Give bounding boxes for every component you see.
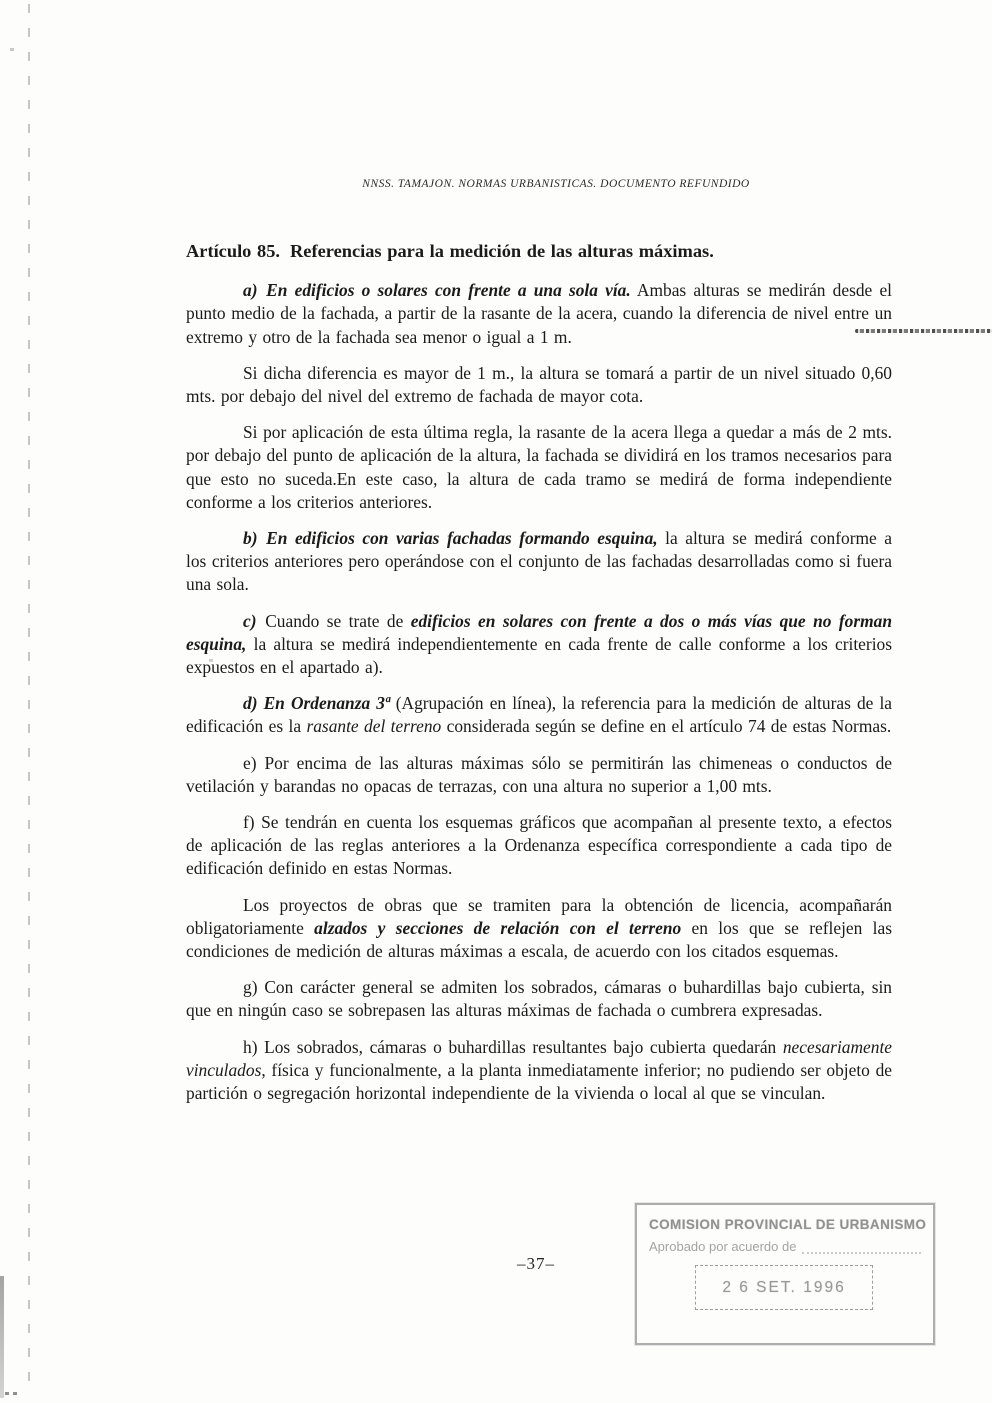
scan-margin-ticks [28, 4, 30, 1396]
paragraph-text: en los que se reflejen las condiciones de medición de alturas máximas a escala, de acuerdo con los citados esquemas. [186, 917, 892, 962]
paragraph-c-text: Cuando se trate de [256, 610, 411, 631]
article-title [186, 240, 892, 263]
approval-stamp [635, 1203, 935, 1345]
paragraph-d [186, 692, 892, 738]
stamp-date: 2 6 SET. 1996 [722, 1278, 846, 1296]
document-header: NNSS. TAMAJON. NORMAS URBANISTICAS. DOCUMENTO REFUNDIDO [362, 178, 750, 190]
paragraph-c-text: la altura se medirá independientemente en cada frente de calle conforme a los criterios expuestos en el apartado a). [186, 633, 892, 678]
paragraph-f [186, 811, 892, 881]
stamp-approval-text: Aprobado por acuerdo de [649, 1239, 797, 1254]
article-body [186, 240, 892, 1118]
paragraph-text: , física y funcionalmente, a la planta inmediatamente inferior; no pudiendo ser objeto de partición o segregación horizontal independiente de la vivienda o local al que se vinculan. [186, 1059, 892, 1104]
paragraph-text: Los proyectos de obras que se tramiten para la obtención de licencia, acompañarán obligatoriamente [186, 894, 892, 938]
paragraph-text: e) Por encima de las alturas máximas sólo se permitirán las chimeneas o conductos de vetilación y barandas no opacas de terrazas, con una altura no superior a 1,00 mts. [186, 752, 892, 796]
paragraph-a-cont-2 [186, 421, 892, 514]
paragraph-text: Si por aplicación de esta última regla, la rasante de la acera llega a quedar a más de 2 mts. por debajo del punto de aplicación de la altura, la fachada se dividirá en los tramos necesarios para que esto no suceda.En este caso, la altura de cada tramo se medirá de forma independiente conforme a los criterios anteriores. [186, 422, 892, 512]
stamp-title: COMISION PROVINCIAL DE URBANISMO [649, 1217, 927, 1232]
paragraph-b [186, 527, 892, 597]
paragraph-projects [186, 894, 892, 964]
paragraph-g [186, 976, 892, 1022]
stamp-dotted-line [802, 1239, 921, 1254]
paragraph-b-text: la altura se medirá conforme a los criterios anteriores pero operándose con el conjunto de las fachadas desarrolladas como si fuera una sola. [186, 528, 892, 595]
article-number: Artículo 85. [186, 241, 281, 261]
paragraph-d-text: (Agrupación en línea), la referencia para la medición de alturas de la edificación es la [186, 693, 893, 737]
paragraph-d-text: considerada según se define en el artículo 74 de estas Normas. [441, 716, 892, 737]
paragraph-c-emphasis: edificios en solares con frente a dos o más vías que no forman esquina, [186, 610, 892, 654]
stamp-date-box [695, 1265, 873, 1310]
paragraph-h-emphasis: necesariamente vinculados [186, 1036, 892, 1080]
scan-edge-dash [5, 1392, 21, 1395]
scan-edge-strip [0, 1276, 4, 1398]
stamp-approval-line [649, 1239, 921, 1254]
scan-speck [10, 48, 14, 51]
paragraph-text: Si dicha diferencia es mayor de 1 m., la altura se tomará a partir de un nivel situado 0,60 mts. por debajo del nivel del extremo de fachada de mayor cota. [186, 362, 892, 407]
paragraph-h [186, 1036, 892, 1106]
paragraph-a-text: Ambas alturas se medirán desde el punto medio de la fachada, a partir de la rasante de la acera, cuando la diferencia de nivel entre un extremo y otro de la fachada sea menor o igual a 1 m. [186, 280, 892, 347]
paragraph-b-lead: b) En edificios con varias fachadas formando esquina, [243, 528, 658, 549]
paragraph-d-lead: d) En Ordenanza 3ª [243, 693, 390, 714]
paragraph-projects-emphasis: alzados y secciones de relación con el terreno [314, 917, 682, 938]
paragraph-text: g) Con carácter general se admiten los sobrados, cámaras o buhardillas bajo cubierta, sin que en ningún caso se sobrepasen las alturas máximas de fachada o cumbrera expresadas. [186, 977, 892, 1021]
paragraph-a [186, 279, 892, 349]
page-number: –37– [517, 1254, 555, 1273]
paragraph-a-lead: a) En edificios o solares con frente a una sola vía. [243, 280, 631, 301]
article-title-text: Referencias para la medición de las alturas máximas. [290, 241, 714, 261]
paragraph-text: f) Se tendrán en cuenta los esquemas gráficos que acompañan al presente texto, a efectos de aplicación de las reglas anteriores a la Ordenanza específica correspondiente a cada tipo de edificación definido en estas Normas. [186, 812, 892, 879]
paragraph-c-lead: c) [243, 610, 257, 631]
paragraph-c [186, 610, 892, 680]
paragraph-d-emphasis: rasante del terreno [306, 716, 442, 737]
paragraph-text: h) Los sobrados, cámaras o buhardillas resultantes bajo cubierta quedarán [243, 1036, 783, 1057]
paragraph-e [186, 752, 892, 798]
paragraph-a-cont-1 [186, 362, 892, 408]
